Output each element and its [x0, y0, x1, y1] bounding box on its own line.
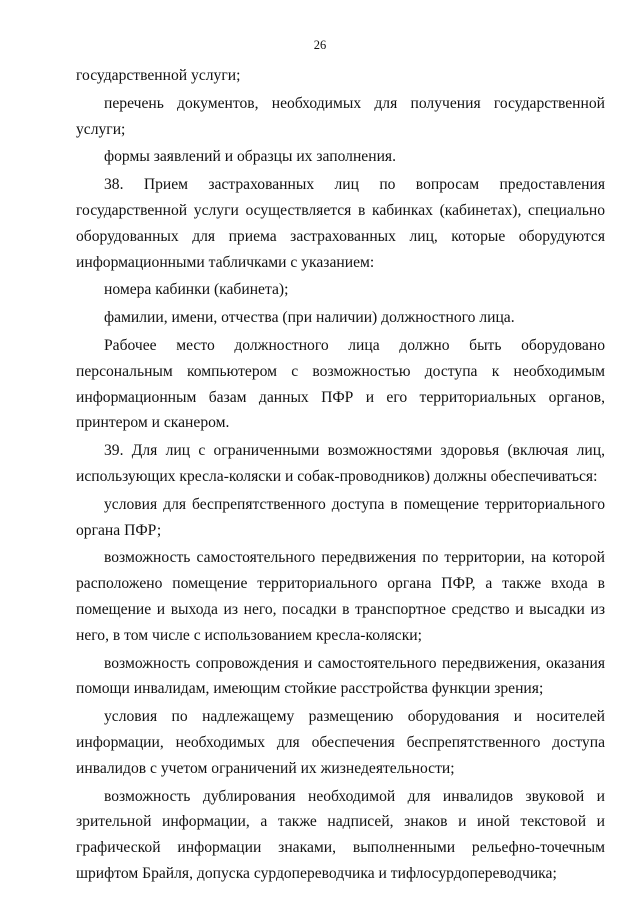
- paragraph-clause-39: 39. Для лиц с ограниченными возможностями здоровья (включая лиц, использующих кресла-коляски и собак-проводников) должны обеспечиваться:: [76, 442, 605, 485]
- paragraph-clause-38: 38. Прием застрахованных лиц по вопросам предоставления государственной услуги осуществляется в кабинках (кабинетах), специально оборудованных для приема застрахованных лиц, которые оборудуются информационными табличками с указанием:: [76, 176, 605, 271]
- paragraph-list-item: возможность самостоятельного передвижения по территории, на которой расположено помещение территориального органа ПФР, а также входа в помещение и выхода из него, посадки в транспортное средство и высадки из него, в том числе с использованием кресла-коляски;: [76, 549, 605, 644]
- paragraph-list-item: условия по надлежащему размещению оборудования и носителей информации, необходимых для обеспечения беспрепятственного доступа инвалидов с учетом ограничений их жизнедеятельности;: [76, 708, 605, 777]
- paragraph-list-item: формы заявлений и образцы их заполнения.: [104, 148, 396, 166]
- paragraph-workplace: Рабочее место должностного лица должно быть оборудовано персональным компьютером с возможностью доступа к необходимым информационным базам данных ПФР и его территориальных органов, принтером и сканером.: [76, 336, 605, 432]
- paragraph-list-item: фамилии, имени, отчества (при наличии) должностного лица.: [104, 309, 515, 327]
- paragraph-continuation: государственной услуги;: [76, 67, 241, 84]
- document-body: [76, 63, 605, 889]
- paragraph-list-item: номера кабинки (кабинета);: [104, 281, 289, 299]
- paragraph-list-item: перечень документов, необходимых для получения государственной услуги;: [76, 94, 605, 138]
- page-number: 26: [313, 38, 327, 52]
- paragraph-list-item: условия для беспрепятственного доступа в помещение территориального органа ПФР;: [76, 495, 605, 539]
- paragraph-list-item: возможность сопровождения и самостоятельного передвижения, оказания помощи инвалидам, имеющим стойкие расстройства функции зрения;: [76, 654, 605, 698]
- paragraph-list-item: возможность дублирования необходимой для инвалидов звуковой и зрительной информации, а также надписей, знаков и иной текстовой и графической информации знаками, выполненными рельефно-точечным шрифтом Брайля, допуска сурдопереводчика и тифлосурдопереводчика;: [76, 787, 605, 882]
